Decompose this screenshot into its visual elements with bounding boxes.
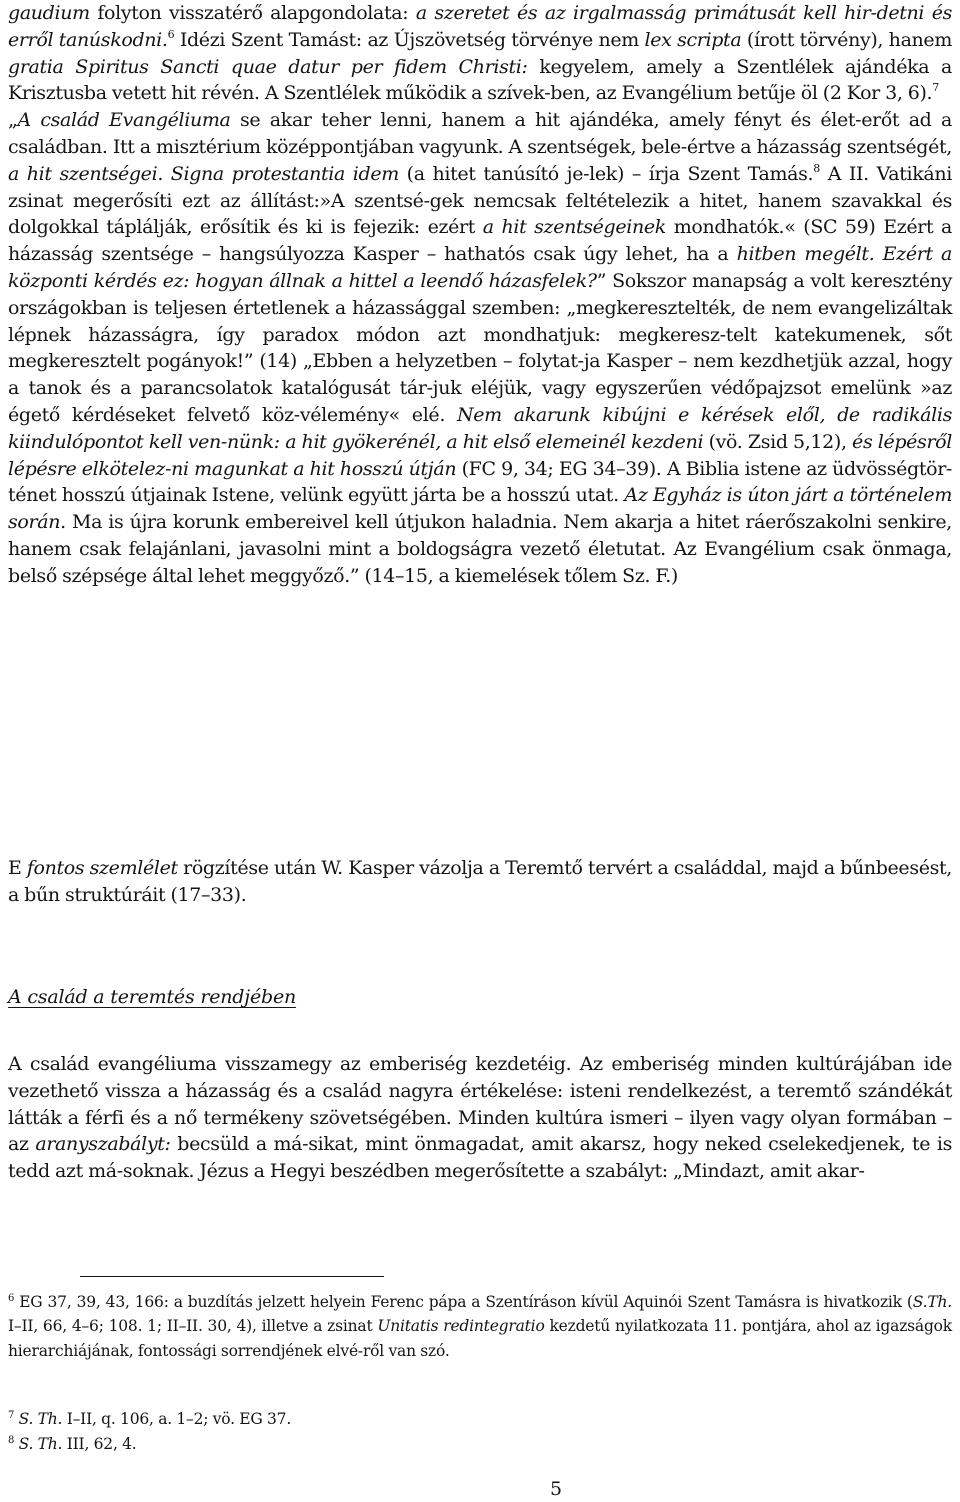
italic-text: hitben megélt. Ezért a központi kérdés ez: hogyan állnak a hittel a leendő házasfelek? [8,243,952,292]
text-run: Idézi Szent Tamást: az Újszövetség törvénye nem [174,28,645,51]
italic-text: a hit szentségei [8,162,158,185]
italic-text: S.Th. [912,1293,952,1311]
italic-text: Unitatis redintegratio [377,1317,545,1336]
text-run: mondhatók.« (SC 59) Ezért a házasság szentsége – hangsúlyozza Kasper – hathatós csak úgy lehet, ha a [8,216,953,266]
paragraph-csalad-evangeliuma [8,1051,952,1185]
text-run: (vö. Zsid 5,12), [703,430,853,453]
italic-text: Az Egyház is úton járt a történelem során. [8,484,952,534]
text-run: kezdetű nyilatkozata 11. pontjára, ahol az igazságok hierarchiájának, fontossági sorrendjének elvé-ről van szó. [8,1317,952,1360]
italic-text: fontos szemlélet [26,857,178,879]
text-run: I–II, q. 106, a. 1–2; vö. EG 37. [62,1410,292,1428]
italic-text: lex scripta [644,28,742,51]
italic-text: és lépésről lépésre elkötelez-ni magunkat a hit hosszú útján [8,430,952,480]
italic-text: aranyszabályt: [35,1133,171,1156]
paragraph-fontos-szemlelet [8,855,952,909]
text-run: (a hitet tanúsító je-lek) – írja Szent Tamás. [398,162,814,185]
text-run: kegyelem, amely a Szentlélek ajándéka a Krisztusba vetett hit révén. A Szentlélek működik a szívek-ben, az Evangélium betűje öl (2 Kor 3, 6). [8,55,952,105]
text-run: (írott törvény), hanem [741,28,952,51]
italic-text: gratia Spiritus Sancti quae datur per fidem Christi: [8,55,528,78]
footnote-7 [8,1407,952,1431]
text-run: I–II, 66, 4–6; 108. 1; II–II. 30, 4), illetve a zsinat [8,1317,378,1336]
paragraph-text [8,855,952,909]
italic-text: a hit szentségeinek [482,216,666,239]
italic-text: A család Evangéliuma [17,109,231,132]
text-run: A család evangéliuma visszamegy az emberiség kezdetéig. Az emberiség minden kultúrájában ide vezethető vissza a házasság és a család nagyra értékelése: isteni rendelkezést, a teremtő szándékát látták a férfi és a nő termékeny szövetségében. Minden kultúra ismeri – ilyen vagy olyan formában – az [8,1053,952,1156]
text-run: rögzítése után W. Kasper vázolja a Teremtő tervért a családdal, majd a bűnbeesést, a bűn struktúráit (17–33). [8,857,952,906]
italic-text: gaudium [8,2,90,24]
footnote-8 [8,1432,952,1456]
text-run: „ [8,109,18,132]
footnote-marker: 6 [8,1293,15,1304]
text-run: becsüld a má-sikat, mint önmagadat, amit akarsz, hogy neked cselekedjenek, te is tedd azt má-soknak. Jézus a Hegyi beszédben megerősítette a szabályt: „Mindazt, amit akar- [8,1133,953,1183]
footnote-marker: 7 [8,1410,15,1421]
text-run: ” Sokszor manapság a volt keresztény országokban is teljesen értetlenek a házassággal szemben: „megkeresztelték, de nem evangelizáltak lépnek házasságra, így paradox módon azt mondhatjuk: megkeresz-telt katekumenek, sőt megkeresztelt pogányok!” (14) „Ebben a helyzetben – folytat-ja Kasper – nem kezdhetjük azzal, hogy a tanok és a parancsolatok katalógusát tár-juk eléjük, vagy egyszerűen védőpajzsot emelünk »az égető kérdéseket felvető köz-vélemény« elé. [8,269,952,426]
text-run: A II. Vatikáni zsinat megerősíti ezt az állítást:»A szentsé-gek nemcsak feltételezik a hitet, hanem szavakkal és dolgokkal táplálják, erősítik és ki is fejezik: ezért [8,162,952,239]
italic-text: Nem akarunk kibújni e kérések elől, de radikális kiindulópontot kell ven-nünk: a hit gyökerénél, a hit első elemeinél kezdeni [8,403,952,453]
text-run: E [8,857,27,879]
text-run: EG 37, 39, 43, 166: a buzdítás jelzett helyein Ferenc pápa a Szentíráson kívül Aquinói Szent Tamásra is hivatkozik ( [14,1293,913,1311]
italic-text: S. Th. [18,1410,63,1428]
text-run: se akar teher lenni, hanem a hit ajándéka, amely fényt és élet-erőt ad a családban. Itt a misztérium középpontjában vagyunk. A szentségek, bele-értve a házasság szentségét, [8,109,952,158]
footnote-6 [8,1290,952,1363]
section-heading: A család a teremtés rendjében [8,986,297,1008]
text-run: (FC 9, 34; EG 34–39). A Biblia istene az üdvösségtör-ténet hosszú útjainak Istene, velünk együtt járta be a hosszú utat. [8,457,952,507]
text-run: . [157,162,171,185]
paragraph-text [8,0,952,590]
italic-text: Signa protestantia idem [170,162,399,185]
footnote-marker: 8 [8,1435,15,1446]
italic-text: a szeretet és az irgalmasság primátusát kell hir-detni és erről tanúskodni. [8,2,953,51]
paragraph-text [8,1051,952,1185]
text-run: folyton visszatérő alapgondolata: [89,2,416,24]
footnote-marker: 6 [167,27,175,41]
footnote-marker: 8 [813,161,820,175]
paragraph-kasper-quote [8,0,952,590]
page-number: 5 [549,1478,563,1500]
text-run: III, 62, 4. [62,1435,137,1453]
text-run: Ma is újra korunk embereivel kell útjukon haladnia. Nem akarja a hitet ráerőszakolni senkire, hanem csak felajánlani, javasolni mint a boldogságra vezető életutat. Az Evangélium csak önmaga, belső szépsége által lehet meggyőző.” (14–15, a kiemelések tőlem Sz. F.) [8,511,952,587]
italic-text: S. Th. [18,1435,63,1453]
footnote-marker: 7 [932,81,939,95]
footnote-separator [80,1276,384,1277]
